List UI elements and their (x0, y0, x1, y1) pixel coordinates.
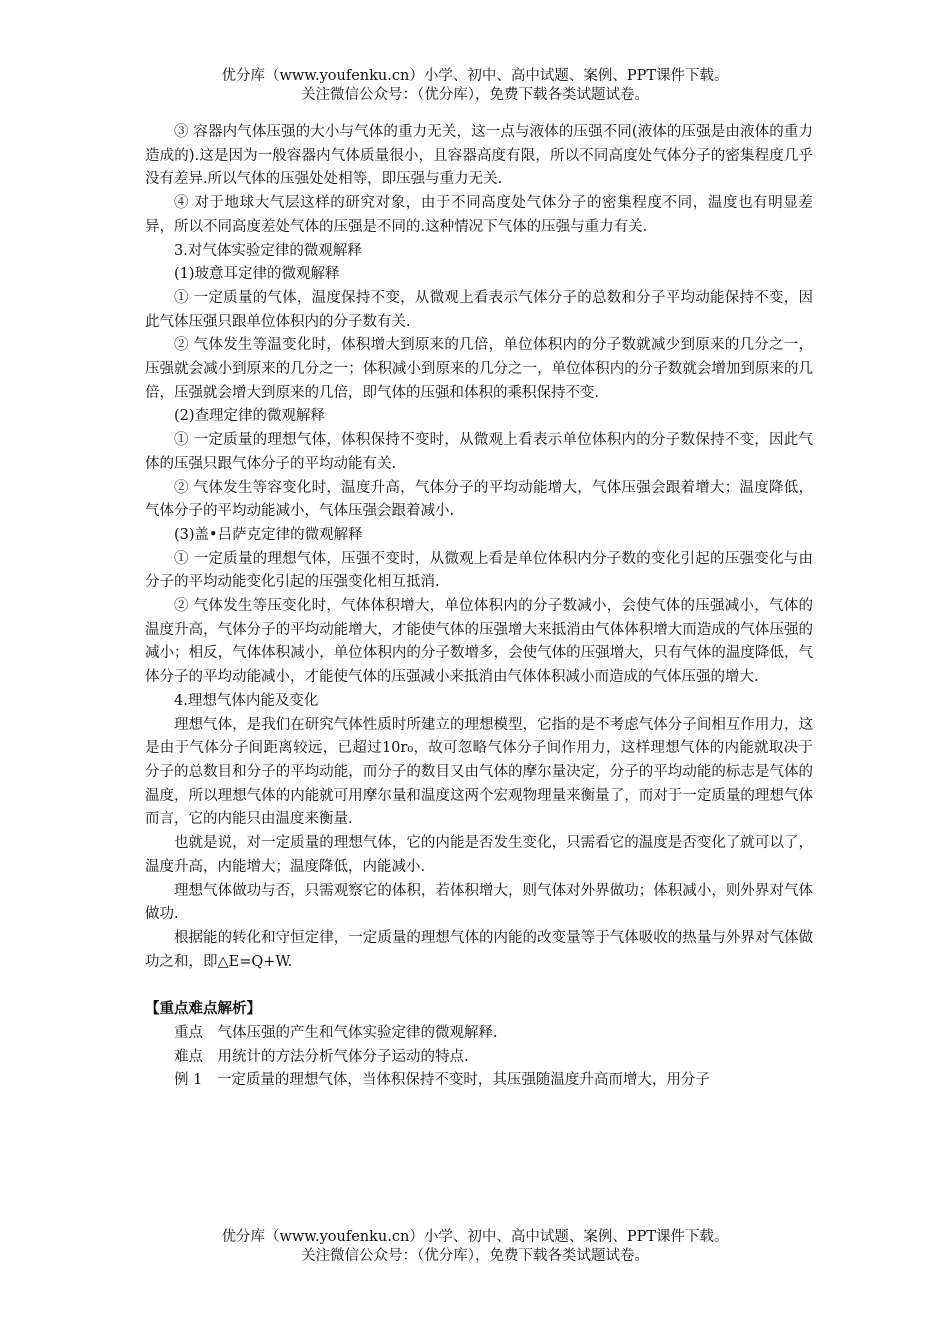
paragraph: ① 一定质量的理想气体，压强不变时，从微观上看是单位体积内分子数的变化引起的压强变化与由分子的平均动能变化引起的压强变化相互抵消. (145, 550, 813, 591)
paragraph: 根据能的转化和守恒定律，一定质量的理想气体的内能的改变量等于气体吸收的热量与外界对气体做功之和，即△E=Q+W. (145, 929, 813, 970)
paragraph: ① 一定质量的理想气体，体积保持不变时，从微观上看表示单位体积内的分子数保持不变，因此气体的压强只跟气体分子的平均动能有关. (145, 432, 813, 472)
paragraph: 也就是说，对一定质量的理想气体，它的内能是否发生变化，只需看它的温度是否变化了就可以了，温度升高，内能增大；温度降低，内能减小. (145, 835, 813, 875)
paragraph: ① 一定质量的气体，温度保持不变，从微观上看表示气体分子的总数和分子平均动能保持不变，因此气体压强只跟单位体积内的分子数有关. (145, 289, 813, 330)
section-line: 难点 用统计的方法分析气体分子运动的特点. (174, 1048, 469, 1065)
subheading: 3.对气体实验定律的微观解释 (174, 242, 362, 259)
paragraph: ② 气体发生等容变化时，温度升高，气体分子的平均动能增大，气体压强会跟着增大；温度降低，气体分子的平均动能减小，气体压强会跟着减小. (145, 479, 813, 520)
subheading: (1)玻意耳定律的微观解释 (174, 266, 340, 283)
paragraph: ③ 容器内气体压强的大小与气体的重力无关，这一点与液体的压强不同(液体的压强是由液体的重力造成的).这是因为一般容器内气体质量很小，且容器高度有限，所以不同高度处气体分子的密集程度几乎没有差异.所以气体的压强处处相等，即压强与重力无关. (145, 124, 813, 188)
footer-line-2: 关注微信公众号：（优分库），免费下载各类试题试卷。 (301, 1248, 649, 1264)
header-line-1: 优分库（www.youfenku.cn）小学、初中、高中试题、案例、PPT课件下载。 (221, 68, 729, 84)
subheading: (2)查理定律的微观解释 (174, 408, 326, 425)
paragraph: ② 气体发生等温变化时，体积增大到原来的几倍，单位体积内的分子数就减少到原来的几分之一，压强就会减小到原来的几分之一；体积减小到原来的几分之一，单位体积内的分子数就会增加到原来的几倍，压强就会增大到原来的几倍，即气体的压强和体积的乘积保持不变. (145, 337, 813, 401)
paragraph: ② 气体发生等压变化时，气体体积增大，单位体积内的分子数减小，会使气体的压强减小，气体的温度升高，气体分子的平均动能增大，才能使气体的压强增大来抵消由气体体积增大而造成的气体压强的减小；相反，气体体积减小，单位体积内的分子数增多，会使气体的压强增大，只有气体的温度降低，气体分子的平均动能减小，才能使气体的压强减小来抵消由气体体积减小而造成的气体压强的增大. (145, 598, 813, 686)
paragraph: 理想气体，是我们在研究气体性质时所建立的理想模型，它指的是不考虑气体分子间相互作用力，这是由于气体分子间距离较远，已超过10r₀，故可忽略气体分子间作用力，这样理想气体的内能就取决于分子的总数目和分子的平均动能，而分子的数目又由气体的摩尔量决定，分子的平均动能的标志是气体的温度，所以理想气体的内能就可用摩尔量和温度这两个宏观物理量来衡量了，而对于一定质量的理想气体而言，它的内能只由温度来衡量. (145, 716, 813, 828)
paragraph: 理想气体做功与否，只需观察它的体积，若体积增大，则气体对外界做功；体积减小，则外界对气体做功. (145, 882, 813, 923)
footer-line-1: 优分库（www.youfenku.cn）小学、初中、高中试题、案例、PPT课件下载。 (221, 1229, 729, 1245)
page-footer (0, 1228, 950, 1266)
header-line-2: 关注微信公众号：（优分库），免费下载各类试题试卷。 (301, 87, 649, 103)
document-body (145, 121, 813, 1093)
section-title: 【重点难点解析】 (145, 1001, 261, 1018)
subheading: 4.理想气体内能及变化 (174, 692, 319, 709)
subheading: (3)盖•吕萨克定律的微观解释 (174, 526, 363, 543)
section-line: 重点 气体压强的产生和气体实验定律的微观解释. (174, 1025, 498, 1042)
section-line: 例 1 一定质量的理想气体，当体积保持不变时，其压强随温度升高而增大，用分子 (174, 1072, 710, 1089)
page-header (0, 67, 950, 105)
paragraph: ④ 对于地球大气层这样的研究对象，由于不同高度处气体分子的密集程度不同，温度也有明显差异，所以不同高度差处气体的压强是不同的.这种情况下气体的压强与重力有关. (145, 195, 813, 235)
